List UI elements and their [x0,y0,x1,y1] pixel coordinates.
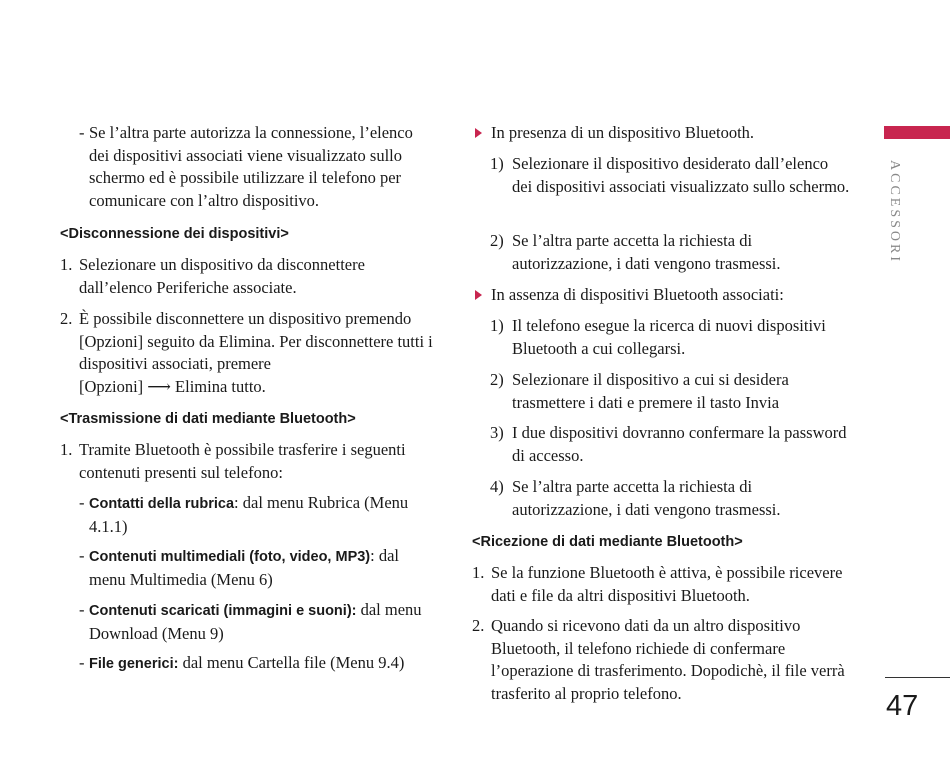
sub-item-bold: Contenuti scaricati (immagini e suoni): [89,603,357,619]
sub-item-text: dal menu Cartella file (Menu 9.4) [178,653,405,672]
list-text [79,308,435,398]
transfer-heading: <Trasmissione di dati mediante Bluetooth> [60,411,356,427]
bullet-dash: - [79,653,85,672]
list-text: Selezionare il dispositivo a cui si desidera trasmettere i dati e premere il tasto Invia [512,370,789,412]
list-marker: 1. [472,563,485,582]
list-item [490,230,852,275]
disconnect-heading: <Disconnessione dei dispositivi> [60,226,289,242]
section-tab [884,126,950,139]
bullet-dash: - [79,493,85,512]
list-item [490,476,852,521]
sub-item-bold: Contatti della rubrica [89,496,235,512]
list-text: Selezionare un dispositivo da disconnettere dall’elenco Periferiche associate. [79,255,365,297]
list-item [60,308,435,398]
sub-item [79,652,435,676]
sub-item [79,599,435,645]
sub-item-bold: Contenuti multimediali (foto, video, MP3) [89,549,371,565]
list-item [60,439,435,484]
present-heading-text: In presenza di un dispositivo Bluetooth. [491,123,755,142]
intro-bullet [79,122,435,212]
list-text: Selezionare il dispositivo desiderato dall’elenco dei dispositivi associati visualizzato sullo schermo. [512,154,850,196]
list-text: Tramite Bluetooth è possibile trasferire i seguenti contenuti presenti sul telefono: [79,440,406,482]
list-text-last: [Opzioni] ⟶ Elimina tutto. [79,376,266,396]
bullet-dash: - [79,600,85,619]
triangle-bullet-icon [475,290,482,300]
list-item [472,562,852,607]
sub-item-text: : dal menu Rubrica (Menu 4.1.1) [89,493,409,536]
list-text: Se l’altra parte accetta la richiesta di autorizzazione, i dati vengono trasmessi. [512,477,781,519]
page-number-rule [885,677,950,678]
sub-item [79,492,435,538]
list-text: I due dispositivi dovranno confermare la password di accesso. [512,423,847,465]
list-marker: 2) [490,231,504,250]
page-number: 47 [886,690,919,722]
triangle-bullet-icon [475,128,482,138]
section-label [872,160,916,300]
absent-heading-text: In assenza di dispositivi Bluetooth associati: [491,285,784,304]
sub-item-text: dal menu Download (Menu 9) [89,600,422,643]
list-item [490,369,852,414]
section-label-text: ACCESSORI [887,160,902,265]
list-marker: 2. [472,616,485,635]
list-item [490,422,852,467]
sub-item-text: : dal menu Multimedia (Menu 6) [89,546,400,589]
list-marker: 1) [490,316,504,335]
list-marker: 4) [490,477,504,496]
list-item [472,615,852,705]
intro-text: Se l’altra parte autorizza la connessione, l’elenco dei dispositivi associati viene visualizzato sullo schermo ed è possibile utilizzare il telefono per comunicare con l’altro dispositivo. [89,123,413,210]
sub-item [79,545,435,591]
list-marker: 1. [60,255,73,274]
list-marker: 1. [60,440,73,459]
list-text: Il telefono esegue la ricerca di nuovi dispositivi Bluetooth a cui collegarsi. [512,316,826,358]
list-item [490,153,852,198]
list-marker: 2) [490,370,504,389]
list-text: Quando si ricevono dati da un altro dispositivo Bluetooth, il telefono richiede di confermare l’operazione di trasferimento. Dopodichè, il file verrà trasferito al proprio telefono. [491,616,845,703]
bullet-dash: - [79,546,85,565]
receive-heading: <Ricezione di dati mediante Bluetooth> [472,534,743,550]
list-text: Se la funzione Bluetooth è attiva, è possibile ricevere dati e file da altri dispositivi Bluetooth. [491,563,843,605]
bullet-dash: - [79,123,85,142]
absent-heading [472,284,852,307]
sub-item-bold: File generici: [89,656,179,672]
present-heading [472,122,852,145]
list-item [490,315,852,360]
list-marker: 1) [490,154,504,173]
list-marker: 2. [60,309,73,328]
list-text: Se l’altra parte accetta la richiesta di autorizzazione, i dati vengono trasmessi. [512,231,781,273]
list-marker: 3) [490,423,504,442]
list-text-main: È possibile disconnettere un dispositivo premendo [Opzioni] seguito da Elimina. Per disconnettere tutti i dispositivi associati, premere [79,309,433,374]
list-item [60,254,435,299]
